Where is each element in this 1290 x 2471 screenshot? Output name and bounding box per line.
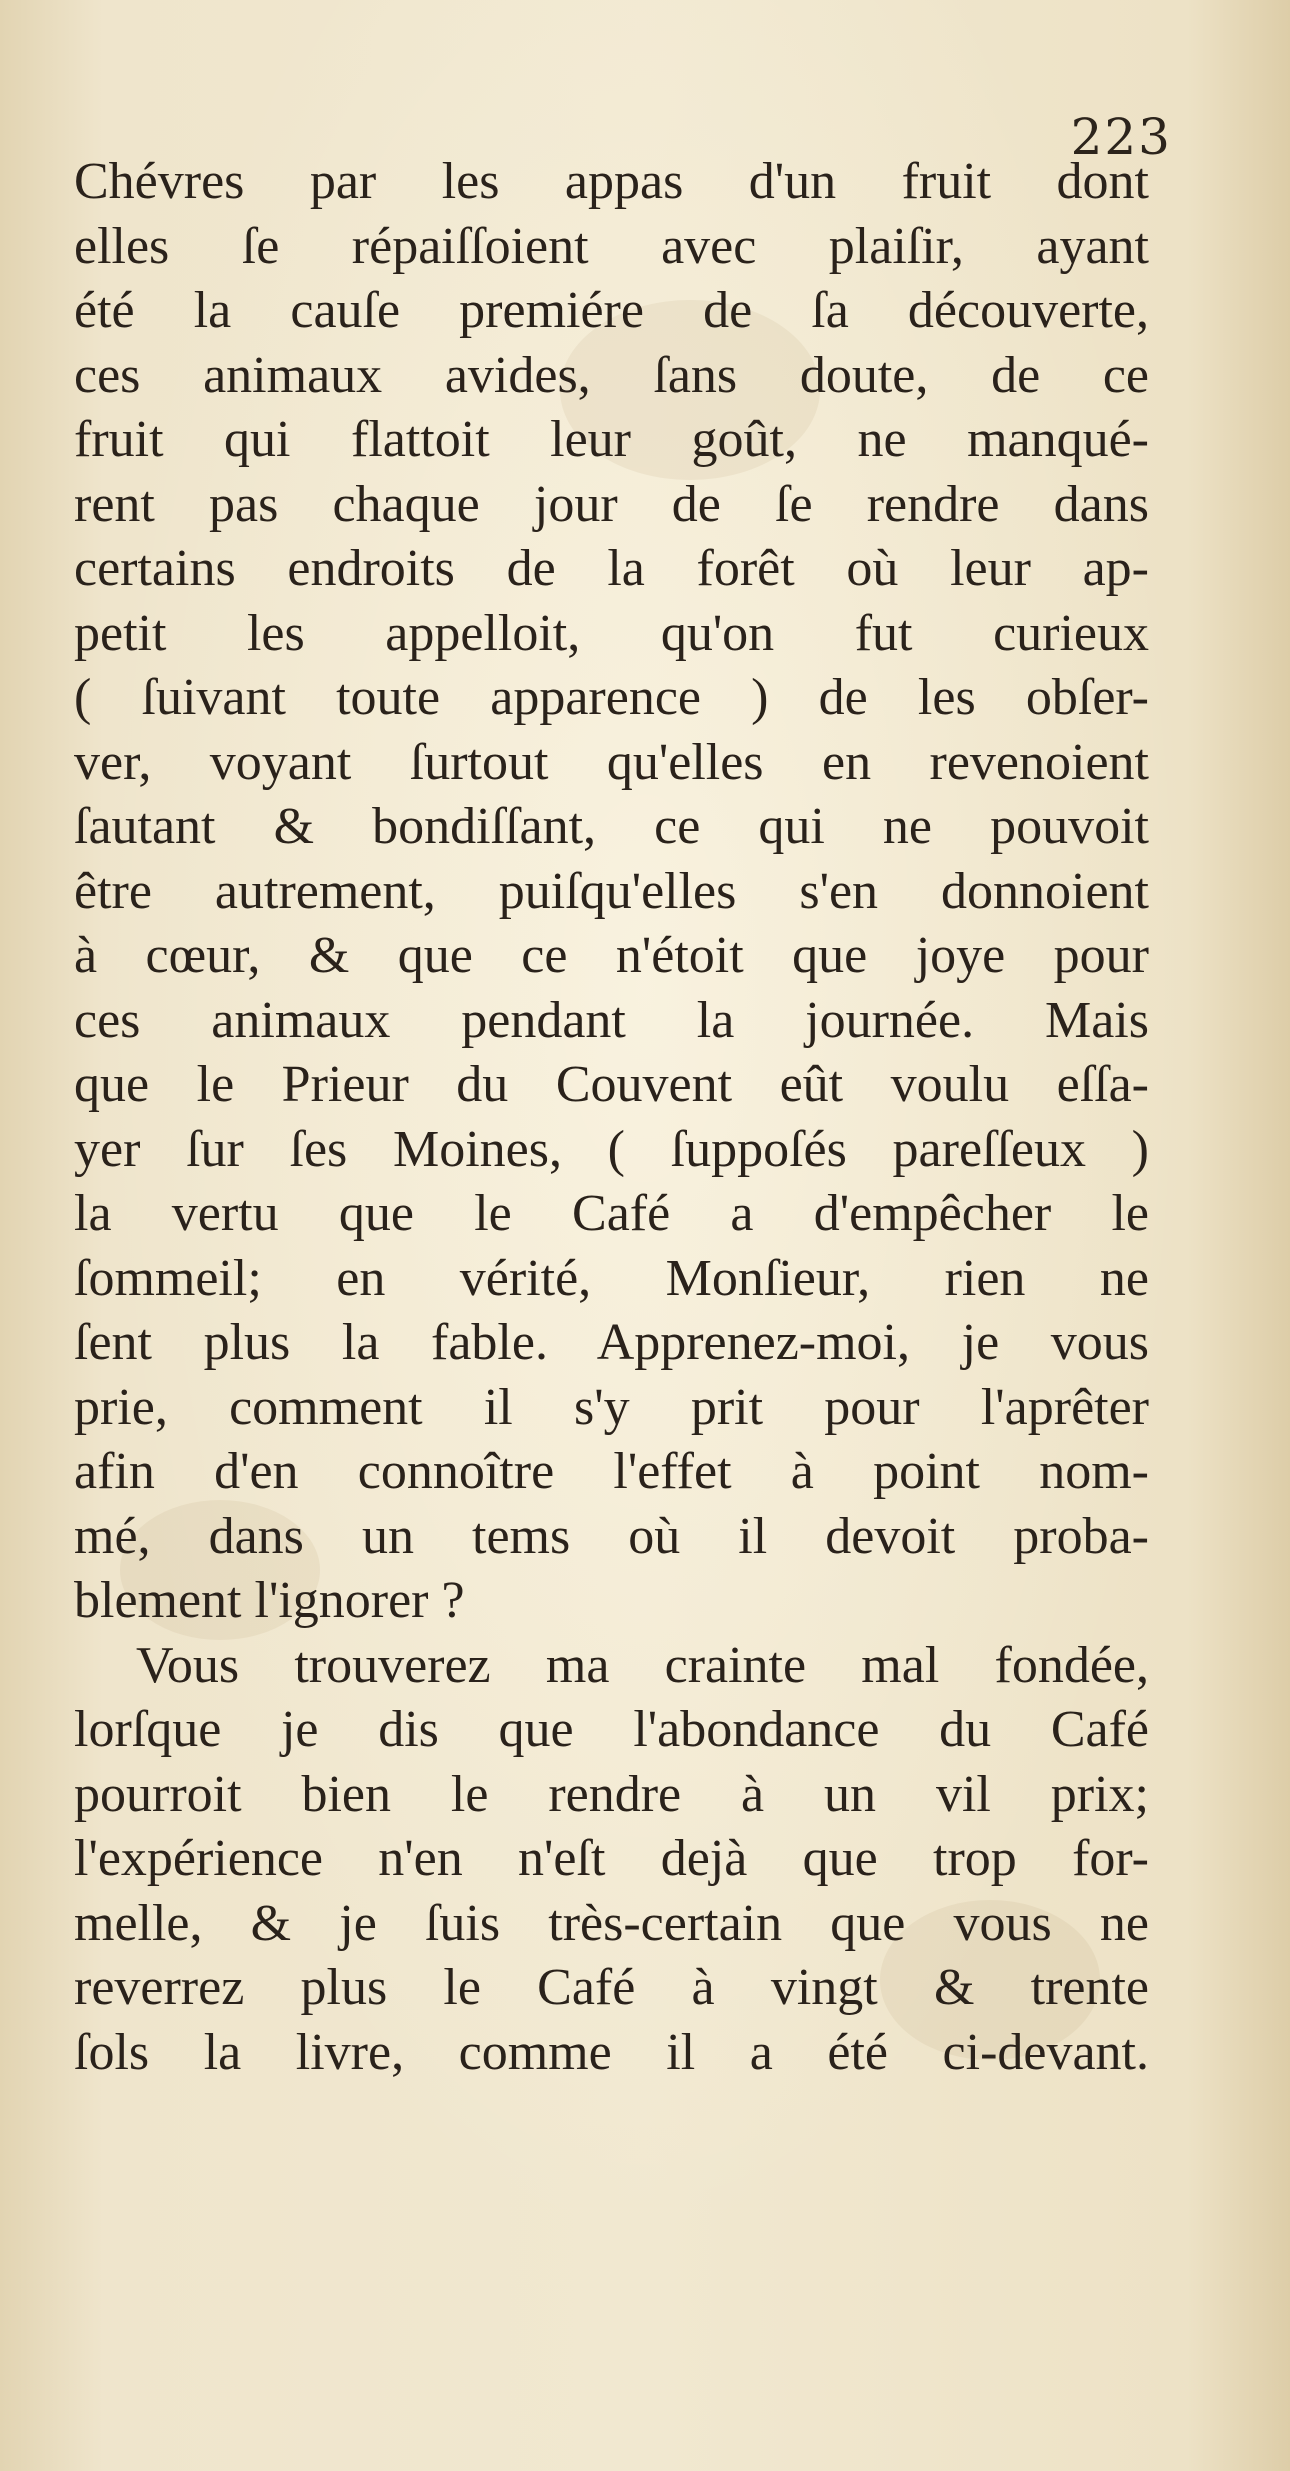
- paragraph-start-line: Vous trouverez ma crainte mal fondée,: [136, 1636, 1149, 1694]
- text-line: ces animaux pendant la journée. Mais: [74, 991, 1149, 1049]
- text-line: à cœur, & que ce n'étoit que joye pour: [74, 927, 1149, 984]
- text-line: lorſque je dis que l'abondance du Café: [74, 1701, 1149, 1758]
- text-line: ſent plus la fable. Apprenez-moi, je vous: [74, 1314, 1149, 1371]
- text-line: mé, dans un tems où il devoit proba-: [74, 1507, 1149, 1565]
- body-text: [74, 150, 1149, 2085]
- text-line: rent pas chaque jour de ſe rendre dans: [74, 475, 1149, 533]
- text-line: fruit qui flattoit leur goût, ne manqué-: [74, 411, 1149, 468]
- text-line: ces animaux avides, ſans doute, de ce: [74, 346, 1149, 404]
- text-line: elles ſe répaiſſoient avec plaiſir, ayant: [74, 217, 1149, 275]
- text-line: Chévres par les appas d'un fruit dont: [74, 153, 1149, 210]
- text-line: la vertu que le Café a d'empêcher le: [74, 1185, 1149, 1242]
- text-line: été la cauſe premiére de ſa découverte,: [74, 282, 1149, 339]
- page-number: 223: [1070, 108, 1172, 166]
- text-line: yer ſur ſes Moines, ( ſuppoſés pareſſeux ): [74, 1120, 1149, 1178]
- text-line: afin d'en connoître l'effet à point nom-: [74, 1443, 1149, 1500]
- text-line: melle, & je ſuis très-certain que vous ne: [74, 1894, 1149, 1952]
- text-line: ſols la livre, comme il a été ci-devant.: [74, 2023, 1149, 2081]
- text-line: être autrement, puiſqu'elles s'en donnoient: [74, 862, 1149, 920]
- text-line: petit les appelloit, qu'on fut curieux: [74, 604, 1149, 662]
- text-line: pourroit bien le rendre à un vil prix;: [74, 1765, 1149, 1823]
- text-line: certains endroits de la forêt où leur ap-: [74, 540, 1149, 597]
- text-line: ſautant & bondiſſant, ce qui ne pouvoit: [74, 798, 1149, 855]
- text-line: reverrez plus le Café à vingt & trente: [74, 1959, 1149, 2016]
- text-line: ( ſuivant toute apparence ) de les obſer-: [74, 669, 1149, 726]
- text-line: ſommeil; en vérité, Monſieur, rien ne: [74, 1249, 1149, 1307]
- text-line: l'expérience n'en n'eſt dejà que trop for-: [74, 1830, 1149, 1887]
- text-line: ver, voyant ſurtout qu'elles en revenoient: [74, 733, 1149, 791]
- text-line: que le Prieur du Couvent eût voulu eſſa-: [74, 1056, 1149, 1113]
- text-line: prie, comment il s'y prit pour l'aprêter: [74, 1378, 1149, 1436]
- paragraph-end-line: blement l'ignorer ?: [74, 1572, 465, 1629]
